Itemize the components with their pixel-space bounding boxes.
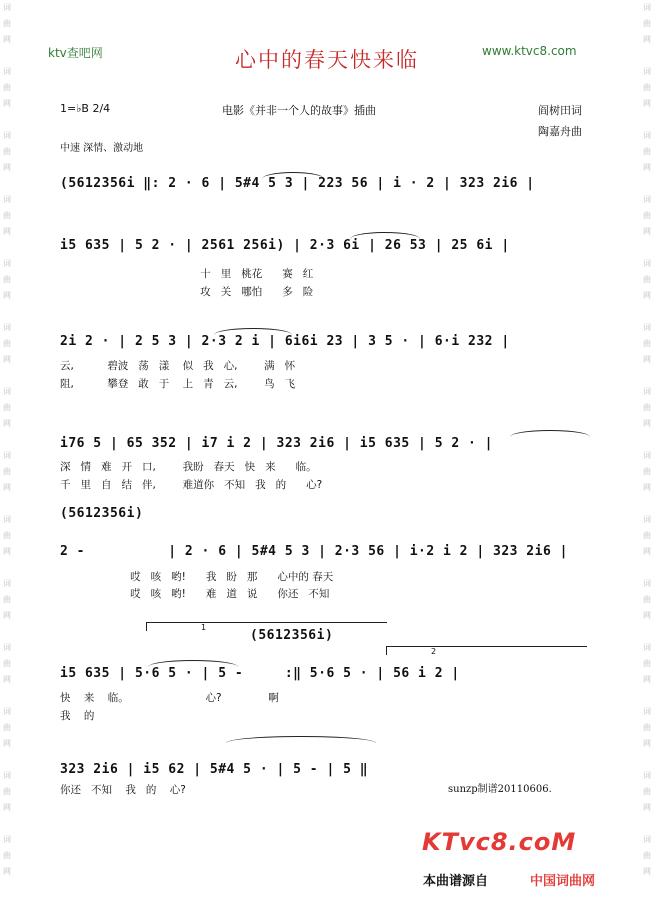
lyrics-row-7: 你还 不知 我 的 心? — [60, 784, 186, 796]
slur — [214, 328, 292, 335]
lyrics-row-3-verse-2: 阻, 攀登 敢 于 上 青 云, 鸟 飞 — [60, 378, 296, 390]
score-row-3: 2i 2 · | 2 5 3 | 2·3 2 i | 6i6i 23 | 3 5 · | 6·i 232 | — [60, 334, 510, 349]
slur — [510, 430, 590, 437]
key-signature: 1=♭B 2/4 — [60, 102, 111, 115]
lyrics-row-6-verse-1: 快 来 临。 心? 啊 — [60, 692, 279, 704]
lyrics-row-5-verse-2: 哎 咳 哟! 难 道 说 你还 不知 — [60, 588, 330, 600]
score-row-4: i76 5 | 65 352 | i7 i 2 | 323 2i6 | i5 635 | 5 2 · | — [60, 436, 493, 451]
lyricist: 阎树田词 — [538, 104, 582, 117]
composer: 陶嘉舟曲 — [538, 125, 582, 138]
score-row-5-intro: (5612356i) — [60, 506, 144, 521]
volta-2-number: 2 — [431, 647, 437, 656]
lyrics-row-6-verse-2: 我 的 — [60, 710, 95, 722]
source-label: 本曲谱源自 — [423, 874, 489, 889]
score-row-5: 2 - | 2 · 6 | 5#4 5 3 | 2·3 56 | i·2 i 2 | 323 2i6 | — [60, 544, 568, 559]
watermark-right: 词 曲 网 词 曲 网 词 曲 网 词 曲 网 词 曲 网 词 曲 网 词 曲 网 词 曲 网 词 曲 网 词 曲 网 词 曲 网 词 曲 网 词 曲 网 词 曲 网 — [643, 3, 651, 876]
lyrics-row-5-verse-1: 哎 咳 哟! 我 盼 那 心中的 春天 — [60, 571, 334, 583]
site-url[interactable]: www.ktvc8.com — [482, 44, 577, 58]
score-row-6: i5 635 | 5·6 5 · | 5 - :‖ 5·6 5 · | 56 i 2 | — [60, 666, 460, 681]
slur — [226, 736, 376, 743]
score-row-6-intro: (5612356i) — [250, 628, 334, 643]
slur — [148, 660, 238, 667]
site-name[interactable]: ktv查吧网 — [48, 46, 103, 60]
source-site[interactable]: 中国词曲网 — [530, 874, 596, 889]
lyrics-row-3-verse-1: 云, 碧波 荡 漾 似 我 心, 满 怀 — [60, 360, 296, 372]
watermark-left: 词 曲 网 词 曲 网 词 曲 网 词 曲 网 词 曲 网 词 曲 网 词 曲 网 词 曲 网 词 曲 网 词 曲 网 词 曲 网 词 曲 网 词 曲 网 词 曲 网 — [3, 3, 11, 876]
ktvc8-logo[interactable]: KTvc8.coM — [422, 828, 577, 856]
tempo-marking: 中速 深情、激动地 — [60, 143, 144, 154]
transcriber-credit: sunzp制谱20110606. — [448, 784, 552, 795]
lyrics-row-2-verse-1: 十 里 桃花 赛 红 — [60, 268, 314, 280]
score-row-1: (5612356i ‖: 2 · 6 | 5#4 5 3 | 223 56 | i · 2 | 323 2i6 | — [60, 176, 535, 191]
lyrics-row-4-verse-1: 深 情 难 开 口, 我盼 春天 快 来 临。 — [60, 461, 317, 473]
song-subtitle: 电影《并非一个人的故事》插曲 — [222, 104, 376, 117]
score-row-7: 323 2i6 | i5 62 | 5#4 5 · | 5 - | 5 ‖ — [60, 762, 369, 777]
song-title: 心中的春天快来临 — [235, 48, 419, 72]
volta-2 — [386, 646, 587, 655]
lyrics-row-2-verse-2: 攻 关 哪怕 多 险 — [60, 286, 314, 298]
slur — [262, 172, 324, 179]
score-row-2: i5 635 | 5 2 · | 2561 256i) | 2·3 6i | 26 53 | 25 6i | — [60, 238, 510, 253]
lyrics-row-4-verse-2: 千 里 自 结 伴, 难道你 不知 我 的 心? — [60, 479, 323, 491]
slur — [350, 232, 420, 239]
volta-1-number: 1 — [201, 623, 207, 632]
